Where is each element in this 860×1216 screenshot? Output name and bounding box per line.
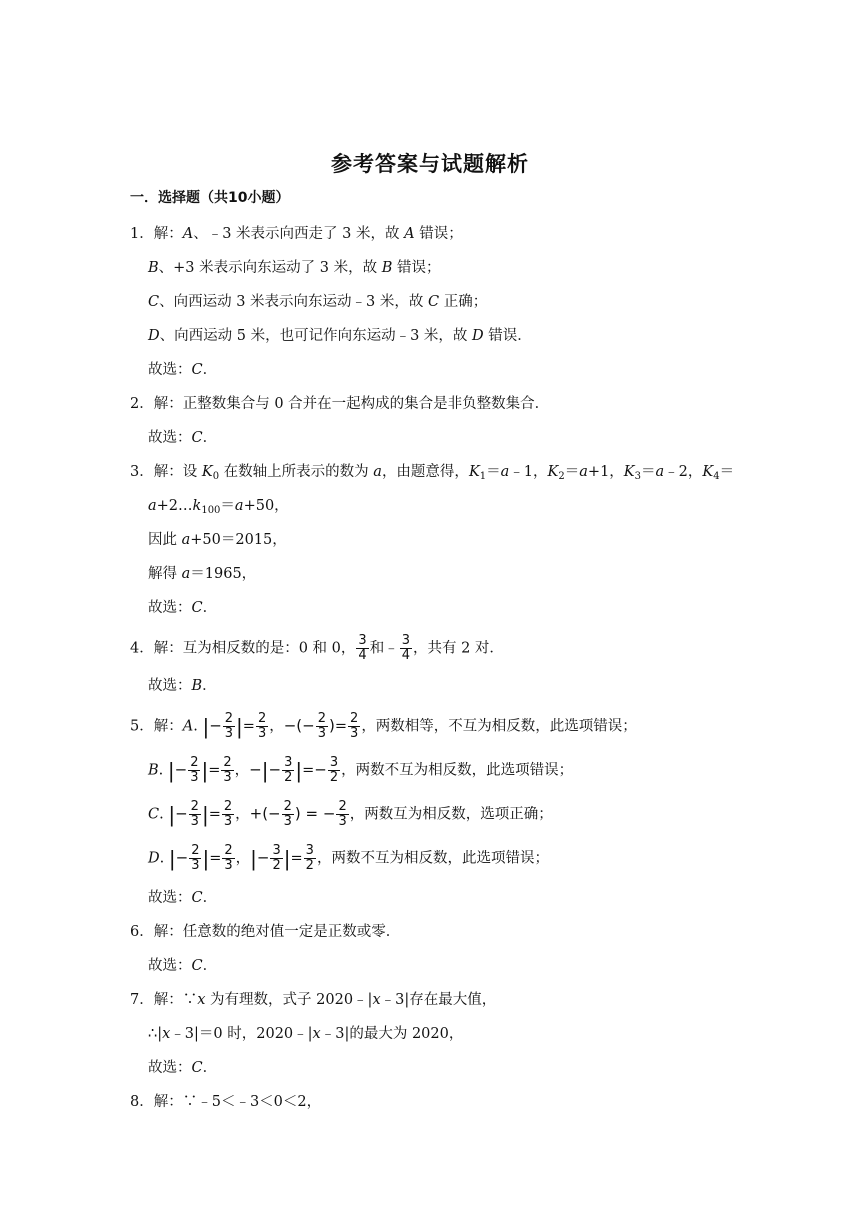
q5-line-a: 5．解：A. |− $\frac{2}{3}$ |= $\frac{2}{3}$ ，−(− $\frac{2}{3}$ )= $\frac{2}{3}$ ，两数相等，不互为相反数，此选项错误； bbox=[130, 711, 637, 741]
q3-line-4: 解得 a＝1965， bbox=[148, 566, 257, 582]
q5-line-b: B. |− $\frac{2}{3}$ |= $\frac{2}{3}$ ，−|− $\frac{3}{2}$ |=− $\frac{3}{2}$ ，两数不互为相反数，此选项错误； bbox=[148, 755, 574, 785]
q3-line-1: 3．解：设 $K_0$ 在数轴上所表示的数为 a，由题意得，$K_1=a﹣1$，$K_2=a+1$，$K_3=a﹣2$，$K_4=$ bbox=[130, 464, 735, 482]
fraction: $\frac{3}{4}$ bbox=[358, 633, 367, 663]
q5-line-d: D. |− $\frac{2}{3}$ |= $\frac{2}{3}$ ，|− $\frac{3}{2}$ |= $\frac{3}{2}$ ，两数不互为相反数，此选项错误； bbox=[148, 843, 549, 873]
q7-answer: 故选：C． bbox=[148, 1060, 218, 1076]
q4-line-1: 4．解：互为相反数的是：0 和 0， $\frac{3}{4}$ 和﹣ $\frac{3}{4}$ ，共有 2 对． bbox=[130, 633, 504, 663]
q5-answer: 故选：C． bbox=[148, 890, 218, 906]
q3-line-3: 因此 a+50＝2015， bbox=[148, 532, 287, 548]
section-heading: 一．选择题（共10小题） bbox=[130, 190, 290, 206]
q6-line-1: 6．解：任意数的绝对值一定是正数或零． bbox=[130, 924, 401, 940]
q1-line-4: D、向西运动 5 米，也可记作向东运动﹣3 米，故 D 错误． bbox=[148, 328, 532, 344]
q2-line-1: 2．解：正整数集合与 0 合并在一起构成的集合是非负整数集合． bbox=[130, 396, 550, 412]
q3-answer: 故选：C． bbox=[148, 600, 218, 616]
q1-line-1: 1．解：A、﹣3 米表示向西走了 3 米，故 A 错误； bbox=[130, 226, 463, 242]
page-title: 参考答案与试题解析 bbox=[331, 152, 529, 176]
q7-line-1: 7．解：∵x 为有理数，式子 2020﹣|x﹣3|存在最大值， bbox=[130, 992, 497, 1008]
q1-line-2: B、+3 米表示向东运动了 3 米，故 B 错误； bbox=[148, 260, 441, 276]
q8-line-1: 8．解：∵﹣5＜﹣3＜0＜2， bbox=[130, 1094, 322, 1110]
q2-answer: 故选：C． bbox=[148, 430, 218, 446]
q1-answer: 故选：C． bbox=[148, 362, 218, 378]
q4-answer: 故选：B． bbox=[148, 678, 217, 694]
q5-line-c: C. |− $\frac{2}{3}$ |= $\frac{2}{3}$ ，+(− $\frac{2}{3}$ ) = − $\frac{2}{3}$ ，两数互为相反数，选项正确； bbox=[148, 799, 553, 829]
q3-line-2: $a+2\dots k_{100}=a+50$， bbox=[148, 498, 289, 516]
fraction: $\frac{3}{4}$ bbox=[401, 633, 410, 663]
q7-line-2: ∴|x﹣3|＝0 时，2020﹣|x﹣3|的最大为 2020， bbox=[148, 1026, 464, 1042]
q1-line-3: C、向西运动 3 米表示向东运动﹣3 米，故 C 正确； bbox=[148, 294, 488, 310]
q6-answer: 故选：C． bbox=[148, 958, 218, 974]
